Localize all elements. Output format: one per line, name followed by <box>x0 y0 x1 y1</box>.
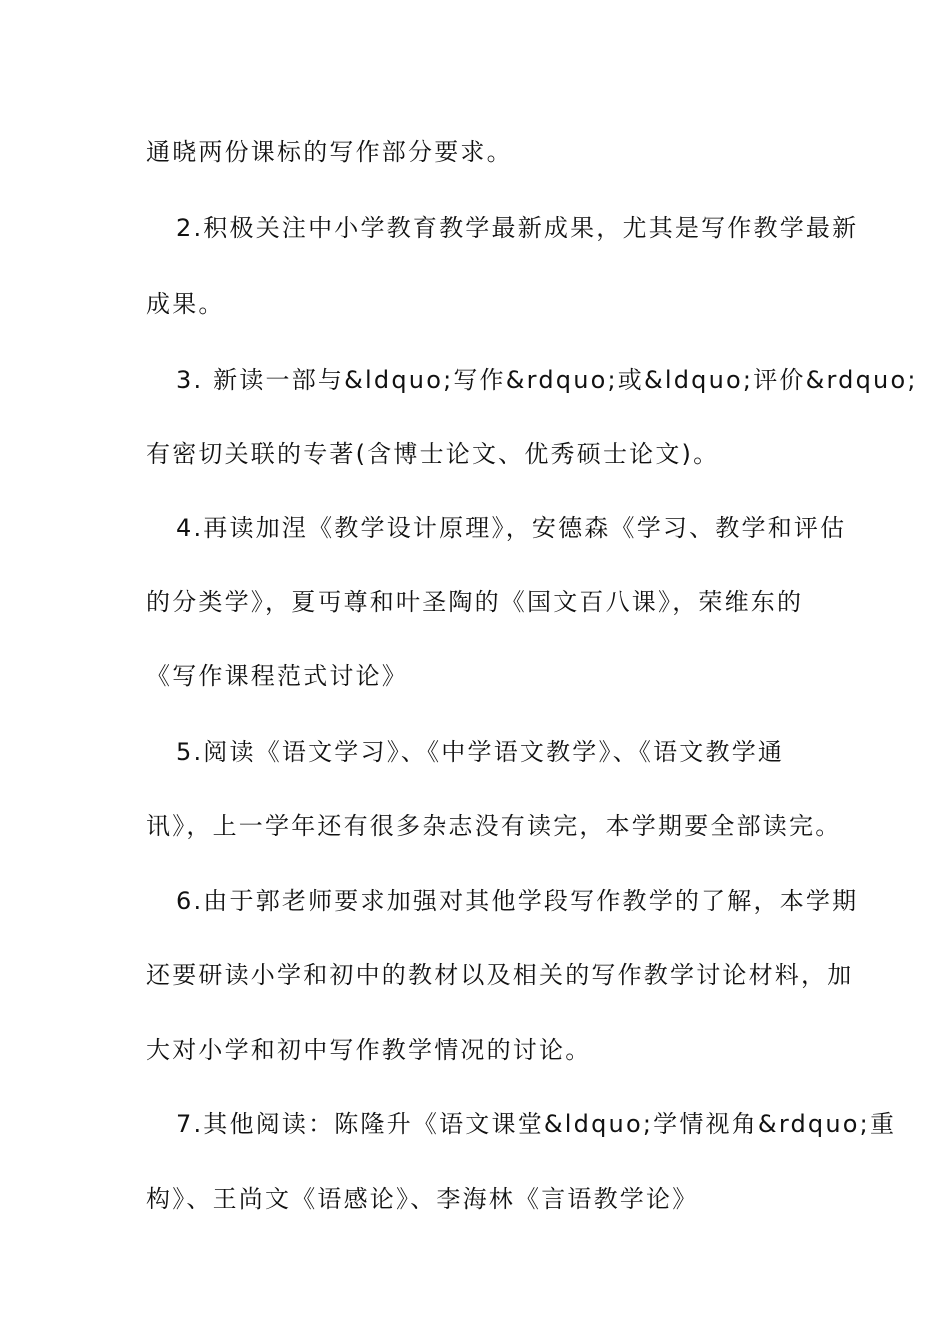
text-line: 5.阅读《语文学习》、《中学语文教学》、《语文教学通 <box>176 738 785 766</box>
text-line: 大对小学和初中写作教学情况的讨论。 <box>146 1036 592 1064</box>
text-line: 讯》，上一学年还有很多杂志没有读完，本学期要全部读完。 <box>146 812 842 840</box>
text-line: 通晓两份课标的写作部分要求。 <box>146 138 513 166</box>
text-line: 4.再读加涅《教学设计原理》，安德森《学习、教学和评估 <box>176 514 847 542</box>
text-line: 还要研读小学和初中的教材以及相关的写作教学讨论材料，加 <box>146 961 854 989</box>
text-line: 3. 新读一部与&ldquo;写作&rdquo;或&ldquo;评价&rdquo; <box>176 366 918 394</box>
text-line: 有密切关联的专著(含博士论文、优秀硕士论文)。 <box>146 440 720 468</box>
text-line: 2.积极关注中小学教育教学最新成果，尤其是写作教学最新 <box>176 214 859 242</box>
text-line: 成果。 <box>146 290 225 318</box>
text-line: 的分类学》，夏丏尊和叶圣陶的《国文百八课》，荣维东的 <box>146 588 804 616</box>
text-line: 7.其他阅读：陈隆升《语文课堂&ldquo;学情视角&rdquo;重 <box>176 1110 897 1138</box>
text-line: 《写作课程范式讨论》 <box>146 662 408 690</box>
text-line: 6.由于郭老师要求加强对其他学段写作教学的了解，本学期 <box>176 887 859 915</box>
text-line: 构》、王尚文《语感论》、李海林《言语教学论》 <box>146 1185 699 1213</box>
